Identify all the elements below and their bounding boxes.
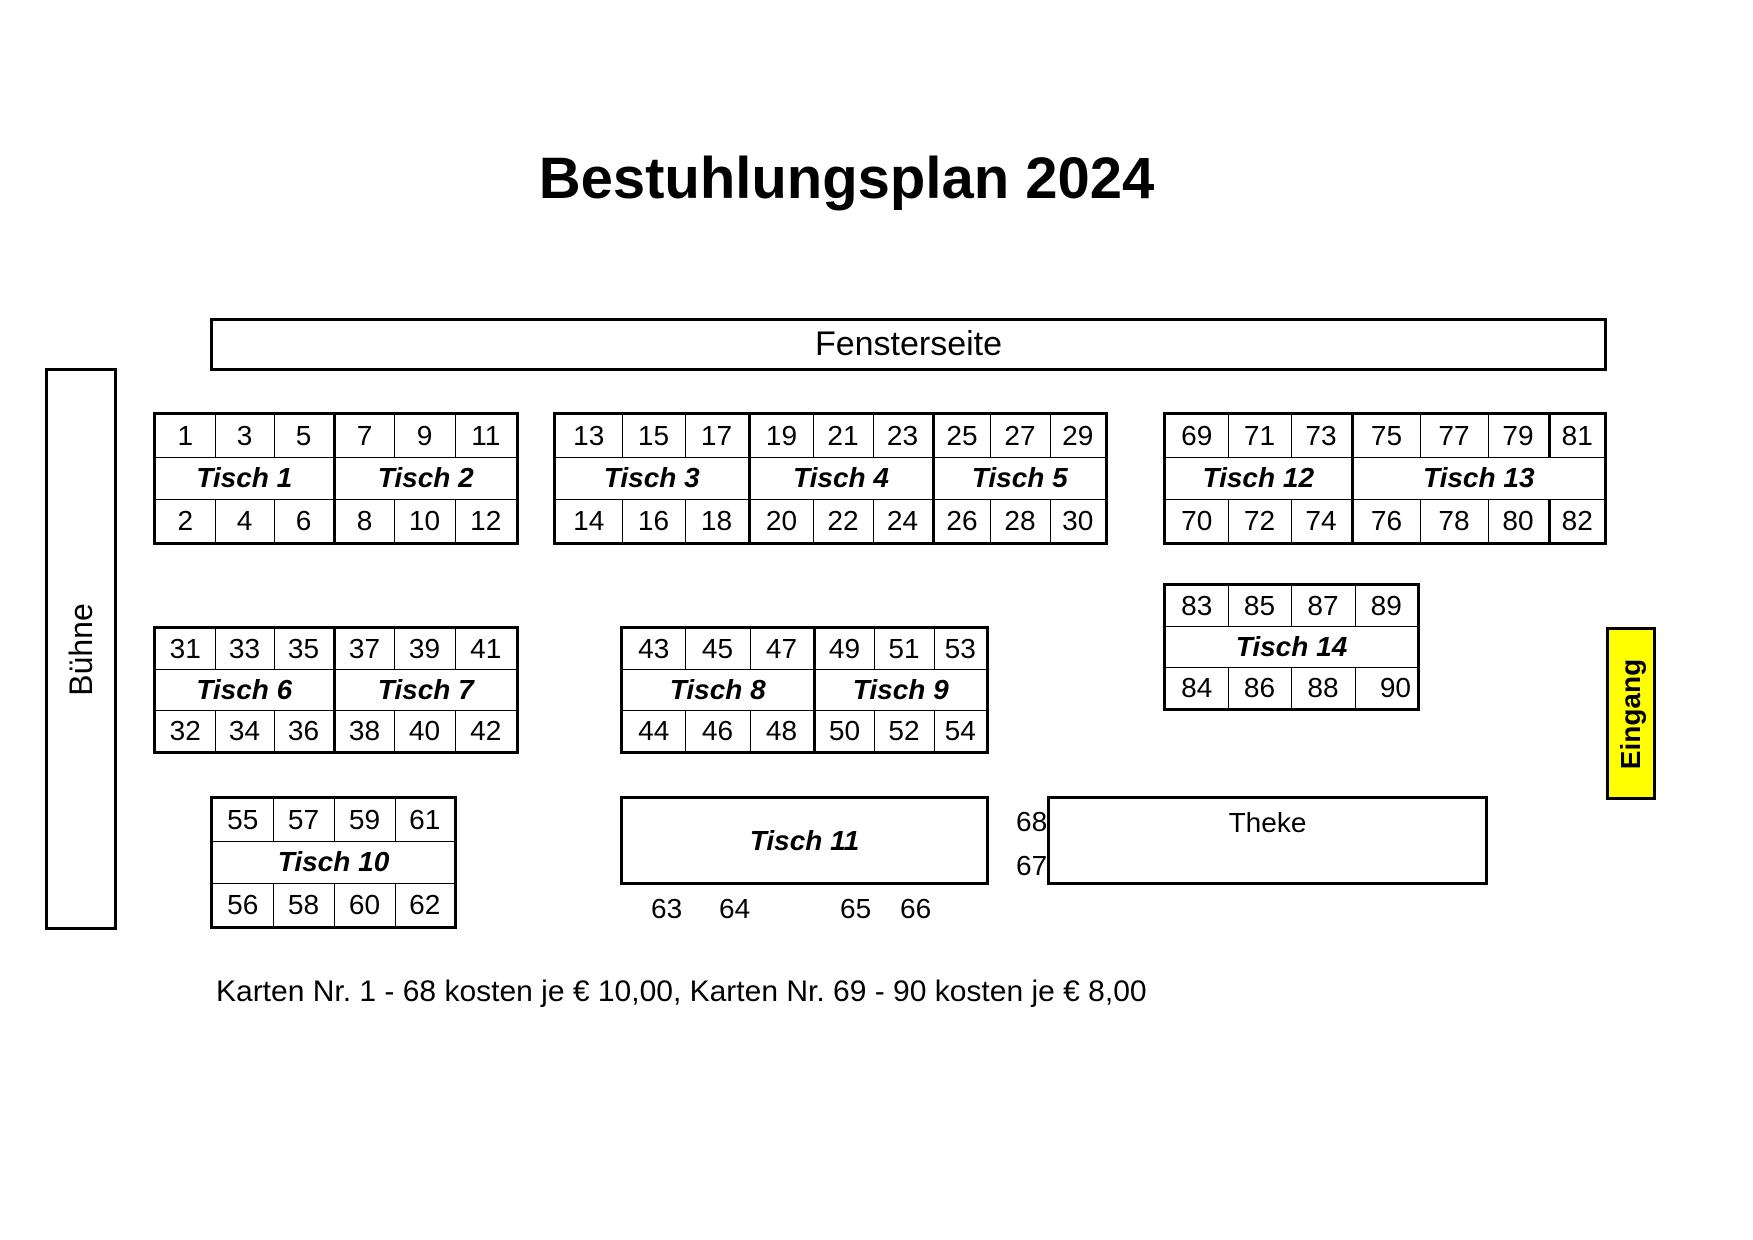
seat: 31 (156, 629, 215, 669)
seat: 83 (1166, 586, 1228, 626)
seat: 68 (1016, 806, 1048, 837)
table-label: Tisch 5 (933, 457, 1105, 500)
seat: 53 (934, 629, 986, 669)
seat: 18 (685, 500, 749, 542)
seat: 27 (990, 415, 1050, 457)
seat: 48 (750, 711, 814, 751)
stage (45, 368, 117, 930)
seat: 82 (1549, 500, 1604, 542)
seat: 78 (1420, 500, 1488, 542)
table-label: Tisch 12 (1166, 457, 1352, 500)
seat: 24 (873, 500, 933, 542)
window-side-label: Fensterseite (814, 325, 1003, 363)
seat: 62 (395, 884, 454, 926)
table-group-8-9 (620, 626, 989, 754)
seat: 85 (1228, 586, 1291, 626)
table-label: Tisch 6 (156, 669, 334, 710)
seat: 86 (1228, 668, 1291, 708)
seat: 25 (933, 415, 990, 457)
seat: 29 (1050, 415, 1105, 457)
seat: 6 (274, 500, 334, 542)
seat: 56 (213, 884, 273, 926)
table-label: Tisch 13 (1352, 457, 1604, 500)
seat: 38 (334, 711, 394, 751)
seat: 4 (215, 500, 274, 542)
seat: 30 (1050, 500, 1105, 542)
seat: 43 (623, 629, 685, 669)
seat: 5 (274, 415, 334, 457)
seat: 81 (1549, 415, 1604, 457)
seat: 45 (685, 629, 750, 669)
seat: 79 (1488, 415, 1549, 457)
table-group-1-2 (153, 412, 519, 545)
seat: 54 (934, 711, 986, 751)
seat: 49 (814, 629, 874, 669)
table-group-3-5 (553, 412, 1108, 545)
seat: 2 (156, 500, 215, 542)
table-label: Tisch 4 (749, 457, 933, 500)
seat: 34 (215, 711, 274, 751)
seat: 59 (334, 799, 395, 841)
seat: 72 (1228, 500, 1291, 542)
seat: 77 (1420, 415, 1488, 457)
seat: 39 (394, 629, 455, 669)
seat: 70 (1166, 500, 1228, 542)
table-group-6-7 (153, 626, 519, 754)
counter-label: Theke (1228, 807, 1307, 838)
seat: 52 (874, 711, 934, 751)
seat: 7 (334, 415, 394, 457)
seat: 65 (840, 893, 872, 924)
seat: 87 (1291, 586, 1355, 626)
table-label: Tisch 1 (156, 457, 334, 500)
counter (1047, 796, 1488, 885)
seat: 67 (1016, 850, 1048, 881)
seat: 60 (334, 884, 395, 926)
seat: 74 (1291, 500, 1352, 542)
seat: 84 (1166, 668, 1228, 708)
seat: 76 (1352, 500, 1420, 542)
seat: 17 (685, 415, 749, 457)
seat: 41 (455, 629, 516, 669)
table-label: Tisch 8 (623, 669, 814, 710)
seat: 80 (1488, 500, 1549, 542)
table-label: Tisch 10 (213, 841, 454, 884)
price-note: Karten Nr. 1 - 68 kosten je € 10,00, Karten Nr. 69 - 90 kosten je € 8,00 (216, 975, 1147, 1008)
seat: 75 (1352, 415, 1420, 457)
seat: 66 (900, 893, 932, 924)
seat: 44 (623, 711, 685, 751)
table-11 (620, 796, 989, 885)
seat: 26 (933, 500, 990, 542)
seat: 88 (1291, 668, 1355, 708)
seat: 69 (1166, 415, 1228, 457)
seat: 11 (455, 415, 516, 457)
page-title: Bestuhlungsplan 2024 (538, 146, 1155, 211)
seat: 14 (556, 500, 622, 542)
seat: 13 (556, 415, 622, 457)
seat: 90 (1355, 668, 1417, 708)
seat: 9 (394, 415, 455, 457)
seat: 8 (334, 500, 394, 542)
seat: 37 (334, 629, 394, 669)
table-label: Tisch 3 (556, 457, 749, 500)
seat: 22 (813, 500, 873, 542)
seat: 40 (394, 711, 455, 751)
seat: 58 (273, 884, 334, 926)
seat: 36 (274, 711, 334, 751)
seat: 42 (455, 711, 516, 751)
seat: 63 (651, 893, 683, 924)
seat: 28 (990, 500, 1050, 542)
entrance-label: Eingang (1615, 658, 1647, 769)
seat: 64 (719, 893, 751, 924)
seat: 20 (749, 500, 813, 542)
seat: 35 (274, 629, 334, 669)
table-14 (1163, 583, 1420, 711)
seat: 71 (1228, 415, 1291, 457)
seat: 89 (1355, 586, 1417, 626)
entrance (1606, 627, 1656, 800)
seat: 32 (156, 711, 215, 751)
table-group-12-13 (1163, 412, 1607, 545)
seat: 51 (874, 629, 934, 669)
seat: 46 (685, 711, 750, 751)
seat: 33 (215, 629, 274, 669)
table-label: Tisch 14 (1166, 626, 1417, 667)
window-side-bar (210, 318, 1607, 371)
seat: 10 (394, 500, 455, 542)
seat: 19 (749, 415, 813, 457)
seat: 23 (873, 415, 933, 457)
table-label: Tisch 2 (334, 457, 516, 500)
seat: 57 (273, 799, 334, 841)
table-10 (210, 796, 457, 929)
seat: 3 (215, 415, 274, 457)
table-label: Tisch 11 (749, 824, 860, 856)
seat: 61 (395, 799, 454, 841)
seat: 73 (1291, 415, 1352, 457)
seat: 12 (455, 500, 516, 542)
seat: 21 (813, 415, 873, 457)
seat: 16 (622, 500, 685, 542)
stage-label: Bühne (62, 602, 99, 696)
seat: 15 (622, 415, 685, 457)
seat: 47 (750, 629, 814, 669)
table-label: Tisch 9 (814, 669, 986, 710)
table-label: Tisch 7 (334, 669, 516, 710)
seat: 50 (814, 711, 874, 751)
seat: 1 (156, 415, 215, 457)
seat: 55 (213, 799, 273, 841)
